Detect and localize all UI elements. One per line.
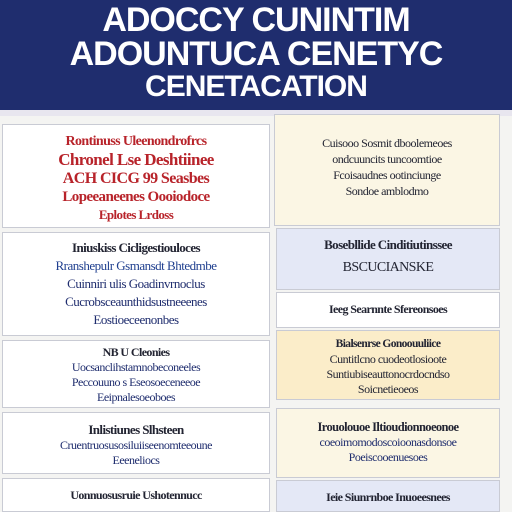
- header-title-line-2: ADOUNTUCA CENETYC: [69, 36, 443, 72]
- card-left-2: [2, 232, 270, 336]
- card-line: Eeeneliocs: [112, 453, 160, 467]
- card-right-5: [276, 408, 500, 478]
- card-line: Poeiscooenuesoes: [348, 450, 428, 464]
- card-title: Inlistiunes Slhsteen: [88, 422, 184, 437]
- card-title: Iniuskiss Cicligestiouloces: [72, 240, 200, 255]
- card-line: Cuntitlcno cuodeotlosioote: [329, 352, 447, 366]
- header-title-line-1: ADOCCY CUNINTIM: [102, 2, 410, 38]
- card-left-1: [2, 124, 270, 228]
- card-title: Irouolouoe Iltioudionnoeonoe: [317, 420, 459, 434]
- card-line: ondcuuncits tuncoomtioe: [332, 152, 442, 166]
- card-title: Bosebllide Cinditiutinssee: [324, 237, 452, 252]
- card-title: Ieeg Searnnte Sfereonsoes: [328, 302, 448, 316]
- card-line: Rranshepulr Gsmansdt Bhtedmbe: [55, 258, 217, 273]
- card-left-5: [2, 478, 270, 512]
- card-title: Uonnuosusruie Ushotennucc: [70, 488, 202, 502]
- card-line: Suntiubiseauttonocrdocndso: [326, 367, 450, 381]
- card-line: coeoimomodoscoioonasdonsoe: [319, 435, 457, 449]
- card-line: Cucrobsceaunthidsustneeenes: [65, 294, 207, 309]
- card-line: NB U Cleonies: [102, 345, 170, 359]
- card-line: Cruentruosusosiluiiseenomteeoune: [60, 438, 212, 452]
- card-line: Sondoe amblodmo: [345, 184, 429, 198]
- card-line: Rontinuss Uleenondrofrcs: [65, 134, 207, 149]
- card-line: Cuisooo Sosmit dboolemeoes: [322, 136, 452, 150]
- card-line: BSCUCIANSKE: [342, 260, 434, 275]
- card-line: Fcoisaudnes ootinciunge: [333, 168, 441, 182]
- card-line: Lopeeaneenes Oooiodoce: [62, 189, 210, 205]
- card-line: Eplotes Lrdoss: [98, 207, 174, 222]
- page-header-banner: [0, 0, 512, 110]
- card-line: Eeipnalesoeoboes: [97, 390, 175, 404]
- card-line: Chronel Lse Deshtiinee: [58, 150, 214, 169]
- card-right-6: [276, 480, 500, 512]
- card-right-1: [274, 114, 500, 226]
- card-right-4: [276, 330, 500, 400]
- card-line: Peccouuno s Eseosoeceneeoe: [71, 375, 201, 389]
- card-title: Ieie Siunrnboe Inuoeesnees: [326, 490, 450, 504]
- header-title-line-3: CENETACATION: [145, 70, 367, 103]
- card-line: Bialsenrse Gonoouuliice: [335, 338, 441, 350]
- card-right-2: [276, 228, 500, 290]
- card-line: Uocsanclihstamnobeconeeles: [71, 360, 201, 374]
- card-left-4: [2, 412, 270, 474]
- card-line: Eostioeceenonbes: [93, 312, 179, 327]
- card-right-3: [276, 292, 500, 328]
- card-line: Soicnetieoeos: [357, 382, 419, 396]
- card-left-3: [2, 340, 270, 408]
- card-line: Cuinniri ulis Goadinvrnoclus: [67, 276, 205, 291]
- card-line: ACH CICG 99 Seasbes: [62, 170, 210, 187]
